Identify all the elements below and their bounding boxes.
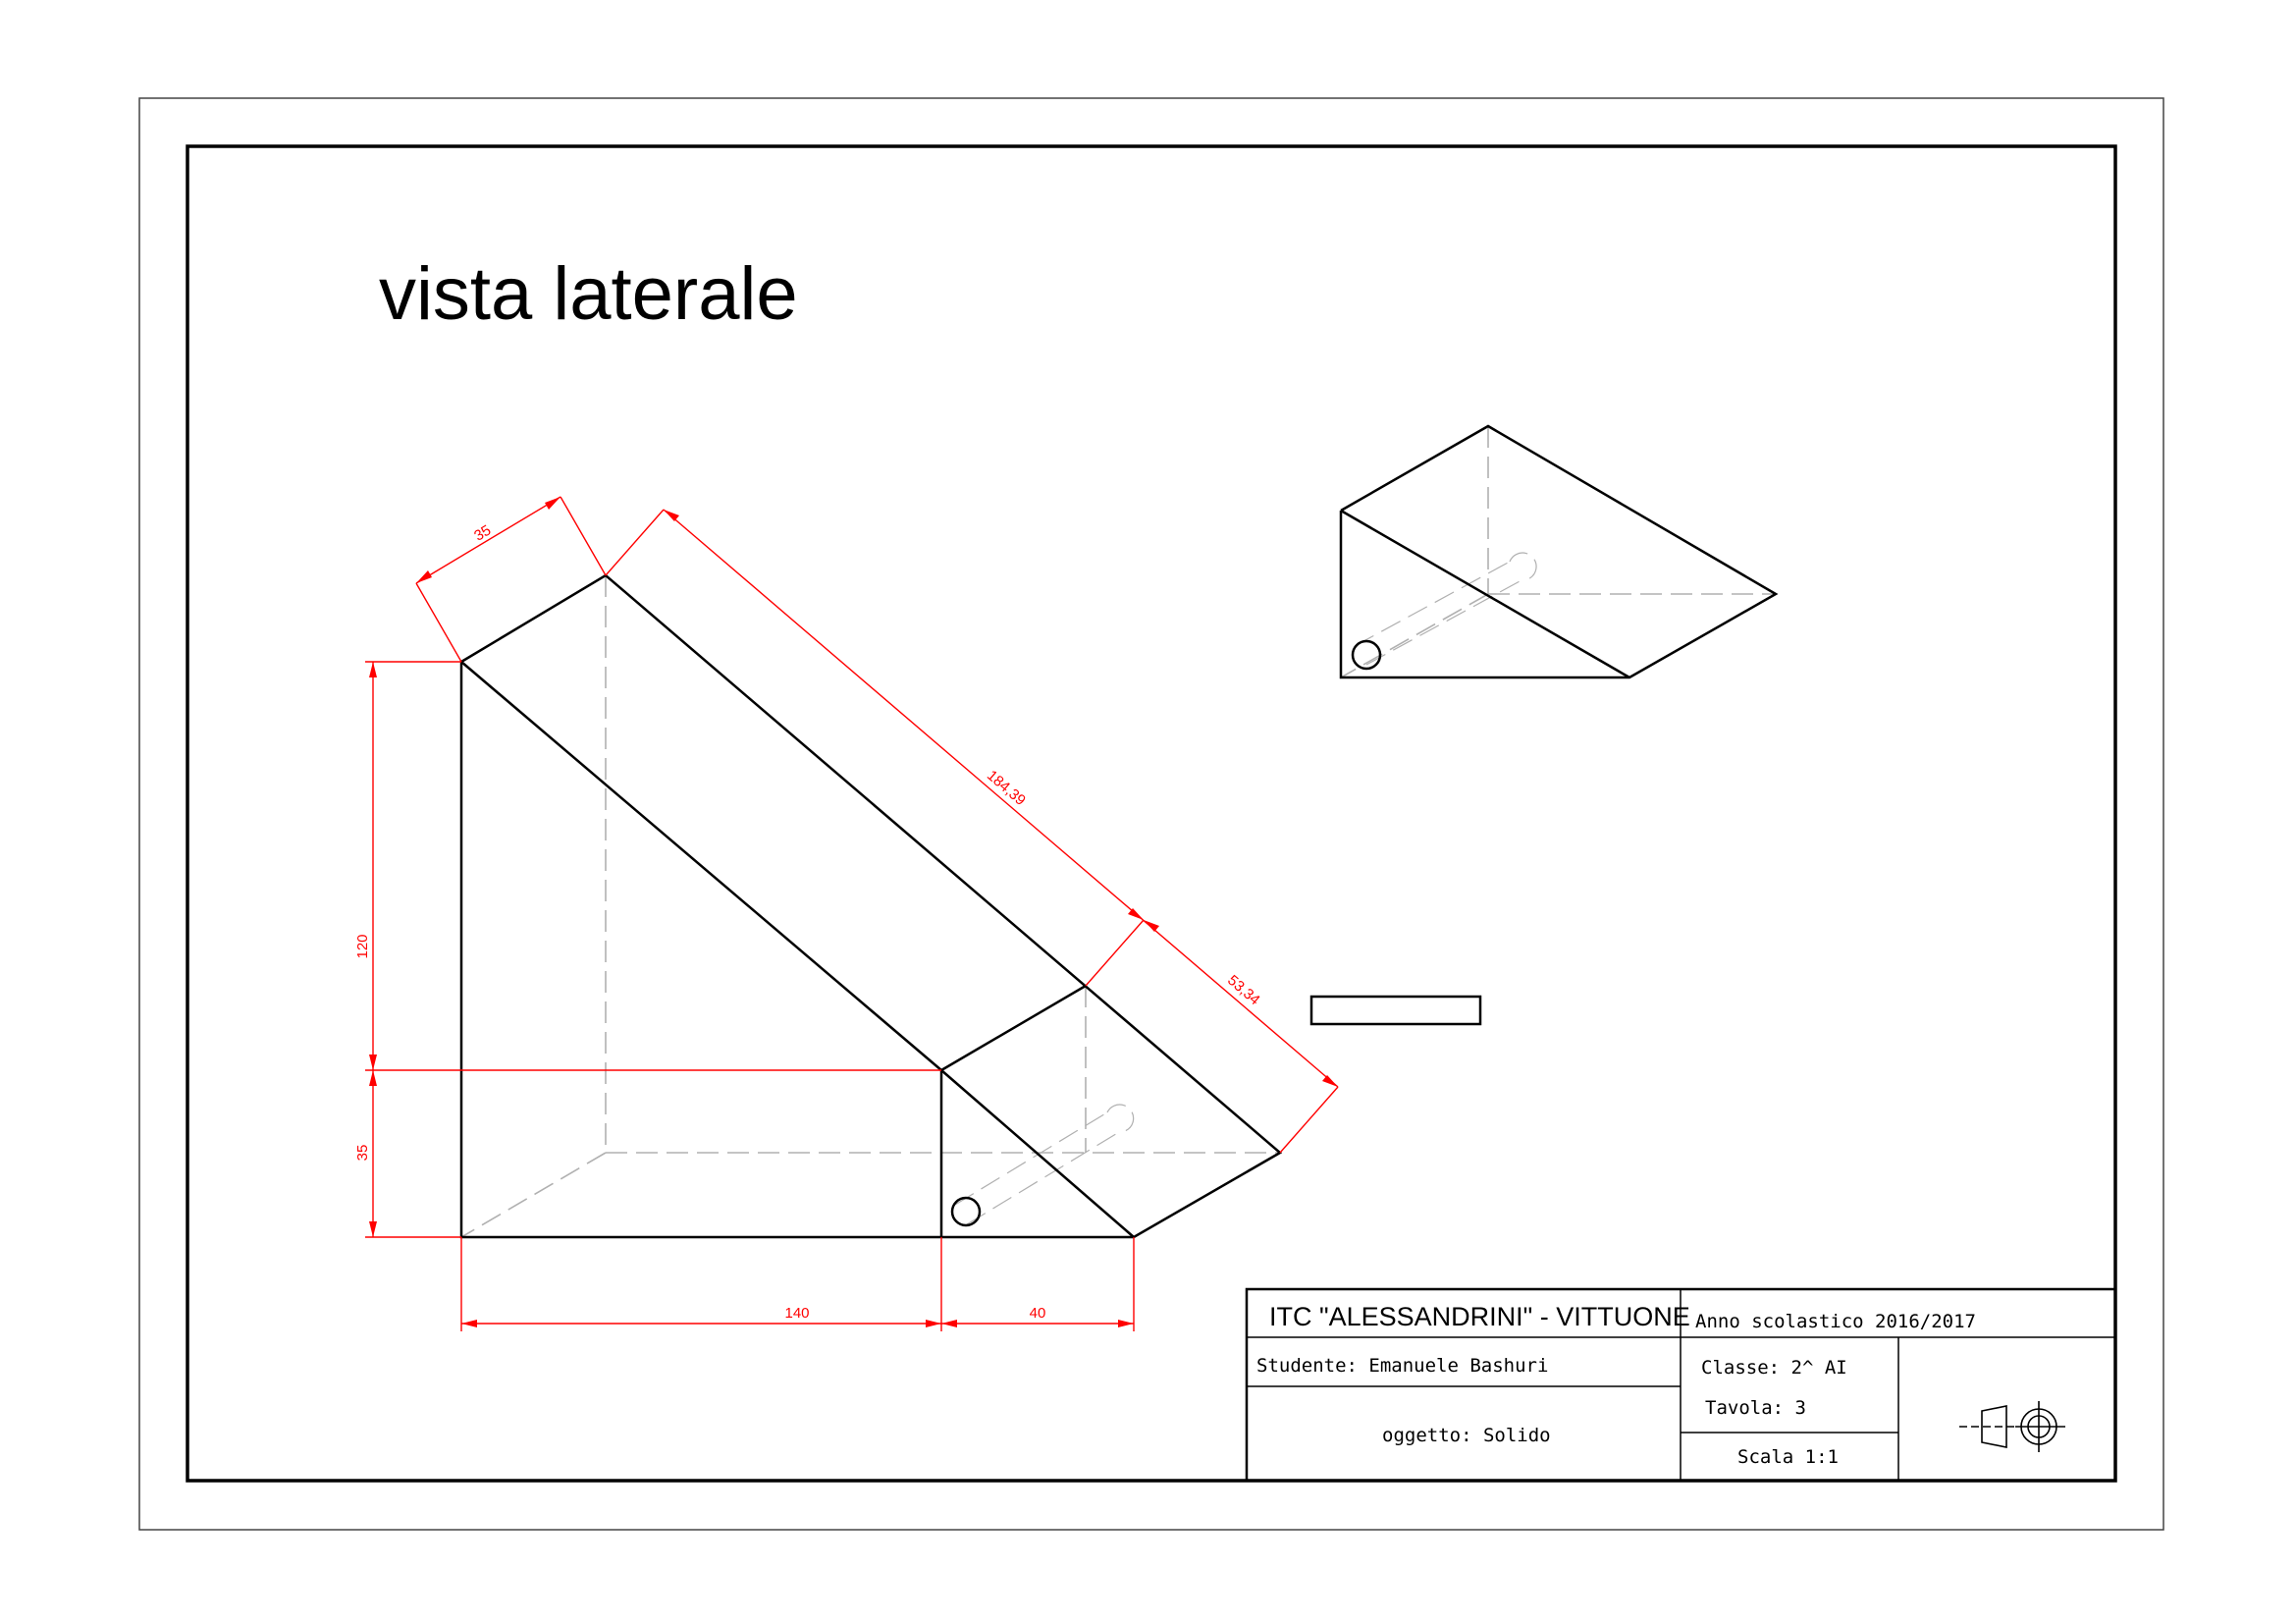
inner-frame — [187, 146, 2115, 1481]
dim-base-left: 140 — [784, 1305, 810, 1322]
main-solid — [461, 575, 1280, 1237]
front-view-bar — [1311, 997, 1480, 1024]
dim-height-lower: 35 — [354, 1144, 371, 1162]
dim-base-right: 40 — [1029, 1305, 1046, 1322]
student-name: Studente: Emanuele Bashuri — [1256, 1355, 1549, 1377]
hole-circle — [952, 1198, 980, 1225]
table-number: Tavola: 3 — [1705, 1397, 1806, 1419]
dim-slope-lower: 53,34 — [1224, 971, 1263, 1009]
school-year: Anno scolastico 2016/2017 — [1695, 1311, 1976, 1332]
class-label: Classe: 2^ AI — [1701, 1357, 1847, 1379]
small-solid — [1341, 426, 1776, 677]
object-label: oggetto: Solido — [1382, 1425, 1551, 1446]
school-name: ITC "ALESSANDRINI" - VITTUONE — [1269, 1302, 1690, 1331]
dim-width-top: 35 — [471, 521, 495, 545]
first-angle-projection-icon — [1959, 1401, 2065, 1452]
title-block — [1247, 1289, 2115, 1481]
dim-hypotenuse: 184,39 — [983, 767, 1029, 809]
drawing-title: vista laterale — [379, 252, 798, 336]
scale-label: Scala 1:1 — [1737, 1446, 1839, 1468]
dimensions — [354, 497, 1338, 1331]
dim-height-upper: 120 — [354, 934, 371, 959]
